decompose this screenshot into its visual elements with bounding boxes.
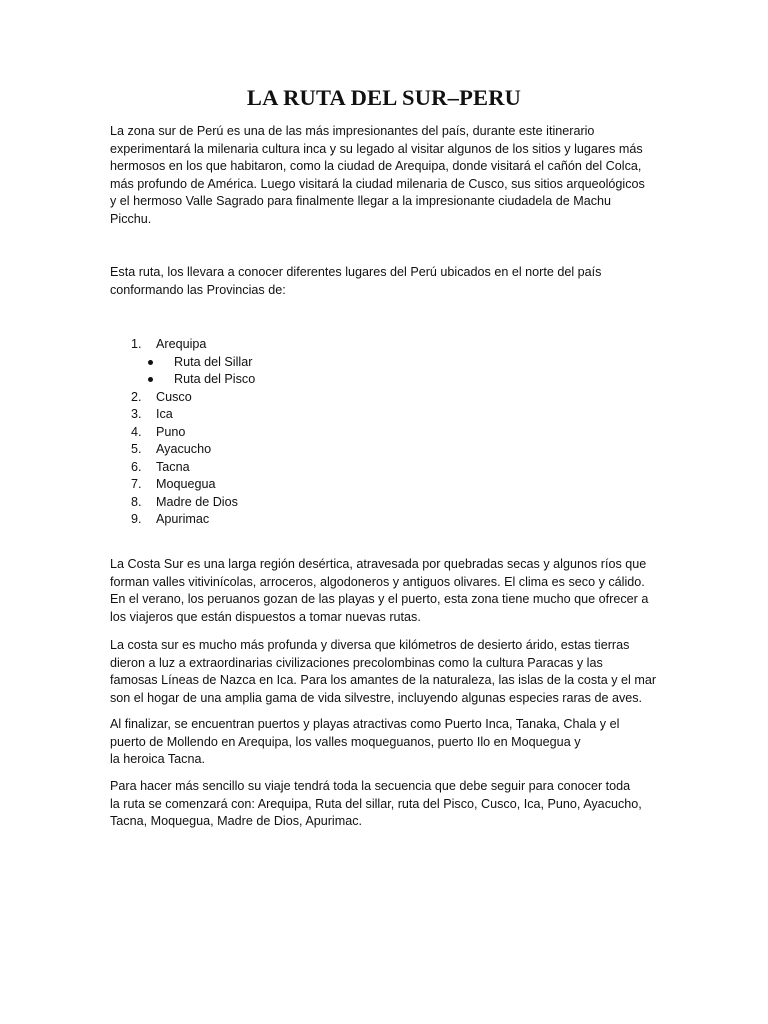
sequence-line: Para hacer más sencillo su viaje tendrá toda la secuencia que debe seguir para conocer toda bbox=[110, 779, 631, 793]
list-label: Ruta del Pisco bbox=[174, 372, 256, 386]
list-label: Tacna bbox=[156, 459, 190, 474]
finish-line: Al finalizar, se encuentran puertos y playas atractivas como Puerto Inca, Tanaka, Chala y el bbox=[110, 717, 620, 731]
list-item bbox=[110, 441, 510, 459]
list-item bbox=[110, 459, 510, 477]
costa-line: En el verano, los peruanos gozan de las playas y el puerto, esta zona tiene mucho que ofrecer a bbox=[110, 592, 649, 607]
deep-coast-line: famosas Líneas de Nazca en Ica. Para los amantes de la naturaleza, las islas de la costa y el mar bbox=[110, 673, 657, 688]
list-label: Moquegua bbox=[156, 477, 216, 491]
list-subitem bbox=[110, 371, 510, 389]
costa-line: La Costa Sur es una larga región desértica, atravesada por quebradas secas y algunos ríos que bbox=[110, 557, 647, 571]
costa-line: los viajeros que están dispuestos a tomar nuevas rutas. bbox=[110, 609, 421, 624]
costa-line: forman valles vitivinícolas, arroceros, algodoneros y antiguos olivares. El clima es seco y cálido. bbox=[110, 574, 645, 589]
provinces-list bbox=[110, 336, 510, 529]
list-number: 6. bbox=[131, 459, 142, 474]
list-label: Arequipa bbox=[156, 337, 207, 351]
bullet-icon bbox=[148, 377, 153, 382]
deep-coast-line: dieron a luz a extraordinarias civilizaciones precolombinas como la cultura Paracas y las bbox=[110, 655, 603, 670]
deep-coast-paragraph bbox=[110, 637, 662, 707]
list-item bbox=[110, 406, 510, 424]
bullet-icon bbox=[148, 360, 153, 365]
intro-line: más profundo de América. Luego visitará la ciudad milenaria de Cusco, sus sitios arqueológicos bbox=[110, 176, 645, 191]
list-item bbox=[110, 389, 510, 407]
list-label: Ica bbox=[156, 407, 173, 421]
intro-line: y el hermoso Valle Sagrado para finalmente llegar a la impresionante ciudadela de Machu bbox=[110, 194, 612, 209]
list-number: 8. bbox=[131, 494, 142, 509]
list-number: 1. bbox=[131, 337, 142, 351]
list-label: Madre de Dios bbox=[156, 494, 238, 509]
list-number: 9. bbox=[131, 512, 142, 526]
intro-line: La zona sur de Perú es una de las más impresionantes del país, durante este itinerario bbox=[110, 124, 595, 138]
route-intro-line: conformando las Provincias de: bbox=[110, 282, 286, 297]
sequence-paragraph bbox=[110, 778, 662, 831]
route-intro-line: Esta ruta, los llevara a conocer diferentes lugares del Perú ubicados en el norte del país bbox=[110, 265, 602, 279]
page-title: LA RUTA DEL SUR–PERU bbox=[246, 85, 522, 110]
list-item bbox=[110, 511, 510, 529]
list-number: 2. bbox=[131, 389, 142, 404]
route-intro-paragraph bbox=[110, 264, 662, 299]
deep-coast-line: La costa sur es mucho más profunda y diversa que kilómetros de desierto árido, estas tierras bbox=[110, 638, 630, 652]
intro-line: hermosos en los que habitaron, como la ciudad de Arequipa, donde visitará el cañón del Colca, bbox=[110, 159, 642, 174]
list-label: Puno bbox=[156, 424, 186, 439]
list-number: 5. bbox=[131, 442, 142, 456]
sequence-line: la ruta se comenzará con: Arequipa, Ruta del sillar, ruta del Pisco, Cusco, Ica, Puno, Ayacucho, bbox=[110, 796, 642, 811]
finish-paragraph bbox=[110, 716, 662, 769]
list-item bbox=[110, 476, 510, 494]
list-number: 7. bbox=[131, 477, 142, 491]
list-label: Ruta del Sillar bbox=[174, 354, 253, 369]
costa-paragraph bbox=[110, 556, 662, 626]
sequence-line: Tacna, Moquegua, Madre de Dios, Apurimac. bbox=[110, 814, 363, 829]
intro-line: experimentará la milenaria cultura inca y su legado al visitar algunos de los sitios y lugares más bbox=[110, 141, 643, 156]
list-label: Ayacucho bbox=[156, 442, 212, 456]
intro-line: Picchu. bbox=[110, 211, 152, 226]
finish-line: la heroica Tacna. bbox=[110, 752, 205, 767]
list-label: Cusco bbox=[156, 389, 192, 404]
list-item bbox=[110, 494, 510, 512]
list-item bbox=[110, 336, 510, 354]
finish-line: puerto de Mollendo en Arequipa, los valles moqueguanos, puerto Ilo en Moquegua y bbox=[110, 734, 581, 749]
list-label: Apurimac bbox=[156, 512, 210, 526]
list-subitem bbox=[110, 354, 510, 372]
deep-coast-line: son el hogar de una amplia gama de vida silvestre, incluyendo algunas especies raras de aves. bbox=[110, 690, 643, 705]
intro-paragraph bbox=[110, 123, 662, 229]
list-number: 3. bbox=[131, 407, 142, 421]
list-number: 4. bbox=[131, 424, 142, 439]
list-item bbox=[110, 424, 510, 442]
